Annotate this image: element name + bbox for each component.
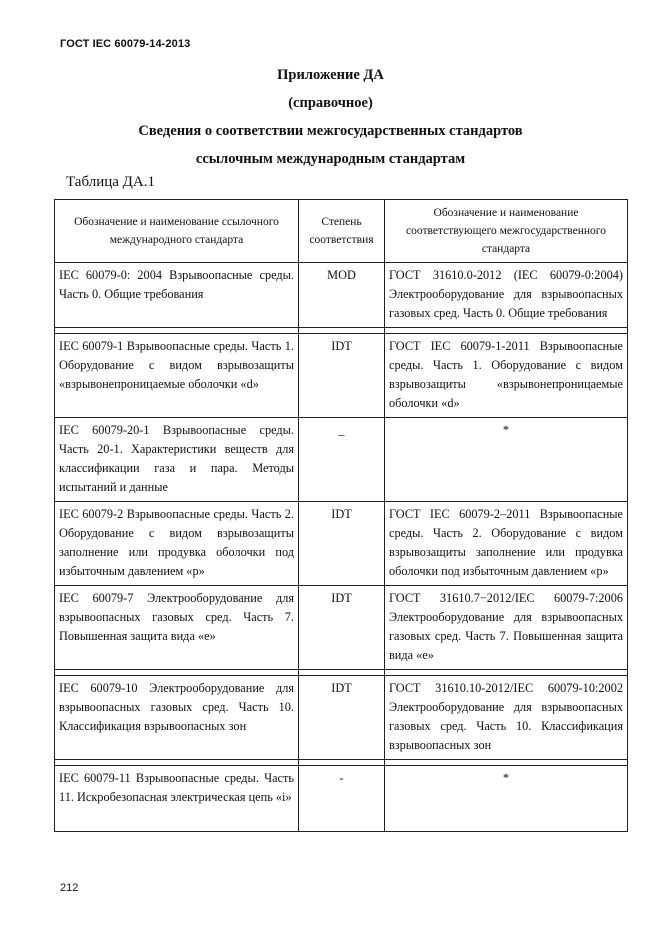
appendix-heading-line-1: Сведения о соответствии межгосударственных стандартов [138,123,523,139]
degree-cell: _ [299,418,385,502]
table-row [55,263,628,328]
intl-standard-cell: IEC 60079-0: 2004 Взрывоопасные среды. Часть 0. Общие требования [55,263,299,328]
degree-cell: MOD [299,263,385,328]
intl-standard-cell: IEC 60079-10 Электрооборудование для взрывоопасных газовых сред. Часть 10. Классификация взрывоопасных зон [55,676,299,760]
intl-standard-cell: IEC 60079-20-1 Взрывоопасные среды. Часть 20-1. Характеристики веществ для классификации газа и пара. Методы испытаний и данные [55,418,299,502]
table-row [55,766,628,832]
standards-correspondence-table [54,199,628,832]
national-standard-cell: ГОСТ 31610.7−2012/IEC 60079-7:2006 Электрооборудование для взрывоопасных газовых сред. Часть 7. Повышенная защита вида «е» [385,586,628,670]
table-caption: Таблица ДА.1 [66,174,155,190]
degree-cell: - [299,766,385,832]
column-header-degree: Степень соответствия [299,200,385,263]
degree-cell: IDT [299,334,385,418]
appendix-title: Приложение ДА [277,67,384,83]
intl-standard-cell: IEC 60079-11 Взрывоопасные среды. Часть 11. Искробезопасная электрическая цепь «i» [55,766,299,832]
document-code-header: ГОСТ IEC 60079-14-2013 [60,38,191,50]
national-standard-cell: ГОСТ 31610.10-2012/IEC 60079-10:2002 Электрооборудование для взрывоопасных газовых сред. Часть 10. Классификация взрывоопасных зон [385,676,628,760]
column-header-national-standard: Обозначение и наименование соответствующего межгосударственного стандарта [385,200,628,263]
intl-standard-cell: IEC 60079-7 Электрооборудование для взрывоопасных газовых сред. Часть 7. Повышенная защита вида «е» [55,586,299,670]
degree-cell: IDT [299,502,385,586]
national-standard-cell: ГОСТ 31610.0-2012 (IEC 60079-0:2004) Электрооборудование для взрывоопасных газовых сред. Часть 0. Общие требования [385,263,628,328]
table-row [55,502,628,586]
intl-standard-cell: IEC 60079-2 Взрывоопасные среды. Часть 2. Оборудование с видом взрывозащиты заполнение или продувка оболочки под избыточным давлением «р» [55,502,299,586]
column-header-intl-standard: Обозначение и наименование ссылочного международного стандарта [55,200,299,263]
table-row [55,586,628,670]
national-standard-cell: ГОСТ IEC 60079-1-2011 Взрывоопасные среды. Часть 1. Оборудование с видом взрывозащиты «взрывонепроницаемые оболочки «d» [385,334,628,418]
national-standard-cell: * [385,418,628,502]
table-row [55,418,628,502]
table-row [55,334,628,418]
appendix-heading-line-2: ссылочным международным стандартам [195,151,466,167]
appendix-subtitle: (справочное) [288,95,373,111]
degree-cell: IDT [299,586,385,670]
degree-cell: IDT [299,676,385,760]
intl-standard-cell: IEC 60079-1 Взрывоопасные среды. Часть 1. Оборудование с видом взрывозащиты «взрывонепроницаемые оболочки «d» [55,334,299,418]
page-number: 212 [60,882,79,894]
appendix-title-block [0,66,661,178]
table-row [55,676,628,760]
table-header-row [55,200,628,263]
national-standard-cell: ГОСТ IEC 60079-2–2011 Взрывоопасные среды. Часть 2. Оборудование с видом взрывозащиты заполнение или продувка оболочки под избыточным давлением «р» [385,502,628,586]
national-standard-cell: * [385,766,628,832]
